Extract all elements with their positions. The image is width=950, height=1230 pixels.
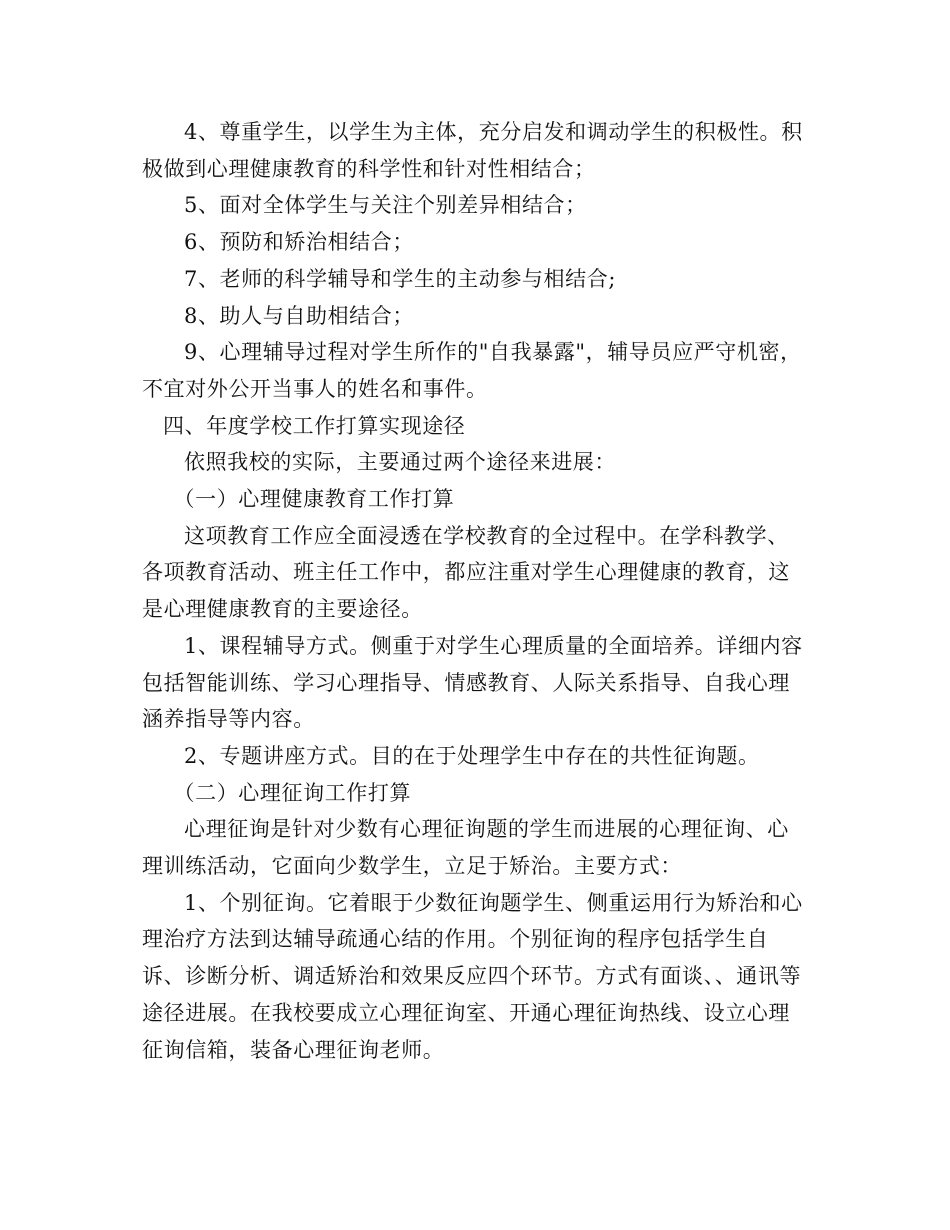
document-body bbox=[142, 114, 810, 1068]
section-heading-four: 四、年度学校工作打算实现途径 bbox=[163, 413, 466, 438]
paragraph-item-8: 8、助人与自助相结合； bbox=[184, 303, 414, 328]
paragraph-item-9: 9、心理辅导过程对学生所作的"自我暴露"，辅导员应严守机密，不宜对外公开当事人的姓名和事件。 bbox=[142, 340, 802, 401]
subsection-two-body: 心理征询是针对少数有心理征询题的学生而进展的心理征询、心理训练活动，它面向少数学生，立足于矫治。主要方式： bbox=[142, 817, 789, 879]
paragraph-item-6: 6、预防和矫治相结合； bbox=[184, 230, 414, 255]
lecture-item: 2、专题讲座方式。目的在于处理学生中存在的共性征询题。 bbox=[184, 743, 760, 768]
subsection-one-body: 这项教育工作应全面浸透在学校教育的全过程中。在学科教学、各项教育活动、班主任工作中，都应注重对学生心理健康的教育，这是心理健康教育的主要途径。 bbox=[142, 523, 790, 622]
individual-consulting-item: 1、个别征询。它着眼于少数征询题学生、侧重运用行为矫治和心理治疗方法到达辅导疏通心结的作用。个别征询的程序包括学生自诉、诊断分析、调适矫治和效果反应四个环节。方式有面谈、、通讯等途径进展。在我校要成立心理征询室、开通心理征询热线、设立心理征询信箱，装备心理征询老师。 bbox=[142, 890, 803, 1062]
subsection-heading-one: （一）心理健康教育工作打算 bbox=[173, 487, 455, 512]
subsection-heading-two: （二）心理征询工作打算 bbox=[173, 780, 412, 805]
paragraph-item-7: 7、老师的科学辅导和学生的主动参与相结合; bbox=[184, 266, 617, 291]
paragraph-item-5: 5、面对全体学生与关注个别差异相结合； bbox=[184, 193, 587, 218]
paragraph-item-4: 4、尊重学生，以学生为主体，充分启发和调动学生的积极性。积极做到心理健康教育的科学性和针对性相结合； bbox=[142, 120, 803, 181]
section-intro: 依照我校的实际，主要通过两个途径来进展： bbox=[184, 450, 616, 475]
course-guidance-item: 1、课程辅导方式。侧重于对学生心理质量的全面培养。详细内容包括智能训练、学习心理指导、情感教育、人际关系指导、自我心理涵养指导等内容。 bbox=[142, 633, 803, 732]
